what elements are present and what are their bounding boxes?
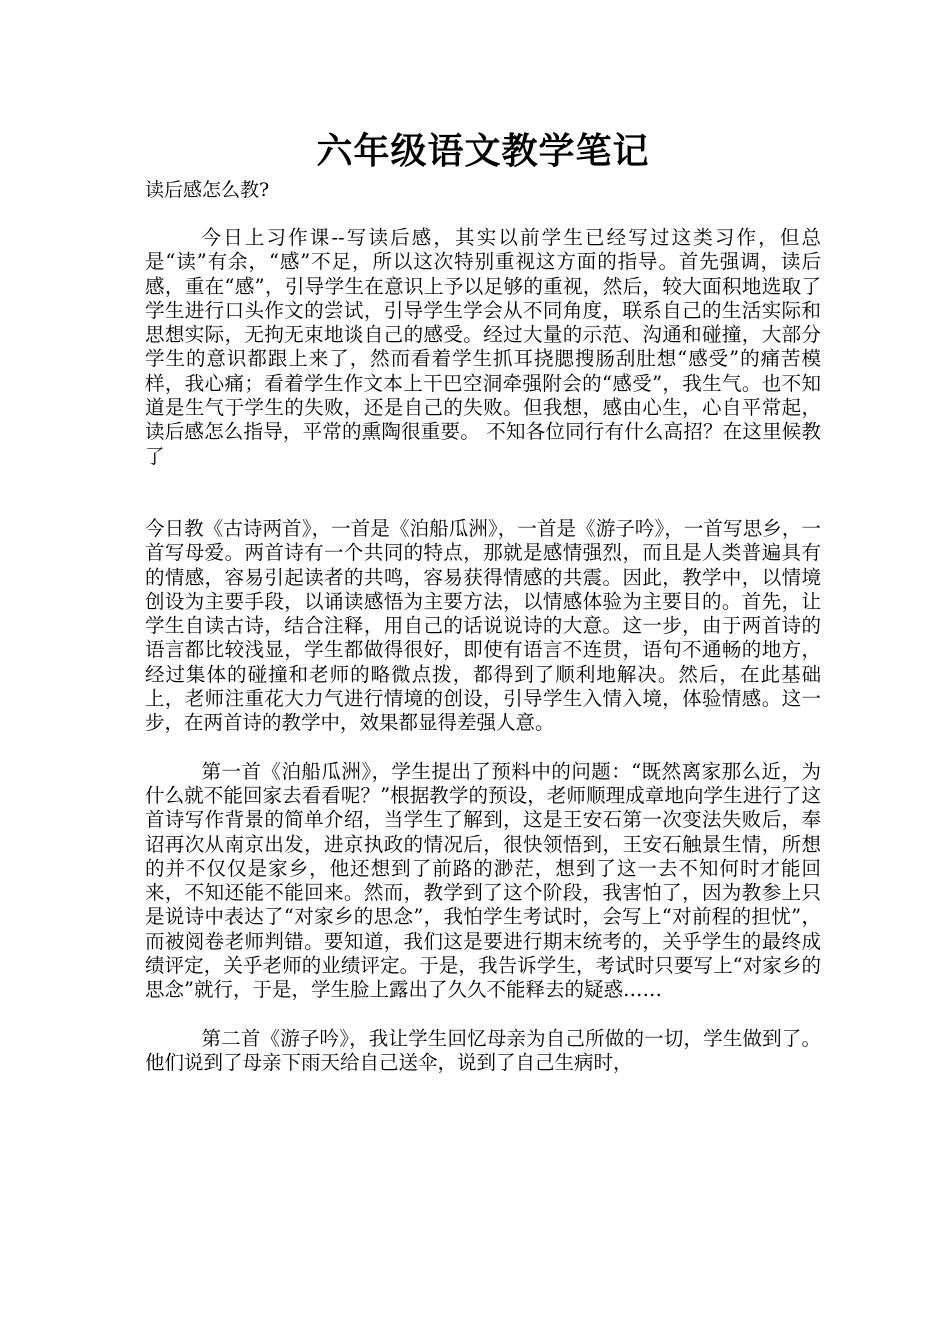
document-subtitle: 读后感怎么教?: [145, 179, 270, 201]
paragraph-2: 今日教《古诗两首》，一首是《泊船瓜洲》，一首是《游子吟》，一首写思乡，一首写母爱。两首诗有一个共同的特点，那就是感情强烈，而且是人类普遍具有的情感，容易引起读者的共鸣，容易获得情感的共震。因此，教学中，以情境创设为主要手段，以诵读感悟为主要方法，以情感体验为主要目的。首先，让学生自读古诗，结合注释，用自己的话说说诗的大意。这一步，由于两首诗的语言都比较浅显，学生都做得很好，即使有语言不连贯，语句不通畅的地方，经过集体的碰撞和老师的略微点拨，都得到了顺利地解决。然后，在此基础上，老师注重花大力气进行情境的创设，引导学生入情入境，体验情感。这一步，在两首诗的教学中，效果都显得差强人意。: [145, 516, 821, 735]
document-title: 六年级语文教学笔记: [316, 130, 650, 172]
document-page: [145, 128, 821, 1075]
paragraph-1: 今日上习作课--写读后感，其实以前学生已经写过这类习作，但总是“读”有余，“感”不足，所以这次特别重视这方面的指导。首先强调，读后感，重在“感”，引导学生在意识上予以足够的重视，然后，较大面积地选取了学生进行口头作文的尝试，引导学生学会从不同角度，联系自己的生活实际和思想实际，无拘无束地谈自己的感受。经过大量的示范、沟通和碰撞，大部分学生的意识都跟上来了，然而看着学生抓耳挠腮搜肠刮肚想“感受”的痛苦模样，我心痛；看着学生作文本上干巴空洞牵强附会的“感受”，我生气。也不知道是生气于学生的失败，还是自己的失败。但我想，感由心生，心自平常起，读后感怎么指导，平常的熏陶很重要。 不知各位同行有什么高招？在这里候教了: [145, 226, 821, 468]
paragraph-3: 第一首《泊船瓜洲》，学生提出了预料中的问题：“既然离家那么近，为什么就不能回家去看看呢？”根据教学的预设，老师顺理成章地向学生进行了这首诗写作背景的简单介绍，当学生了解到，这是王安石第一次变法失败后，奉诏再次从南京出发，进京执政的情况后，很快领悟到，王安石触景生情，所想的并不仅仅是家乡，他还想到了前路的渺茫，想到了这一去不知何时才能回来，不知还能不能回来。然而，教学到了这个阶段，我害怕了，因为教参上只是说诗中表达了“对家乡的思念”，我怕学生考试时，会写上“对前程的担忧”，而被阅卷老师判错。要知道，我们这是要进行期末统考的，关乎学生的最终成绩评定，关乎老师的业绩评定。于是，我告诉学生，考试时只要写上“对家乡的思念”就行，于是，学生脸上露出了久久不能释去的疑惑……: [145, 759, 821, 1002]
paragraph-4: 第二首《游子吟》，我让学生回忆母亲为自己所做的一切，学生做到了。他们说到了母亲下雨天给自己送伞，说到了自己生病时，: [145, 1026, 821, 1074]
